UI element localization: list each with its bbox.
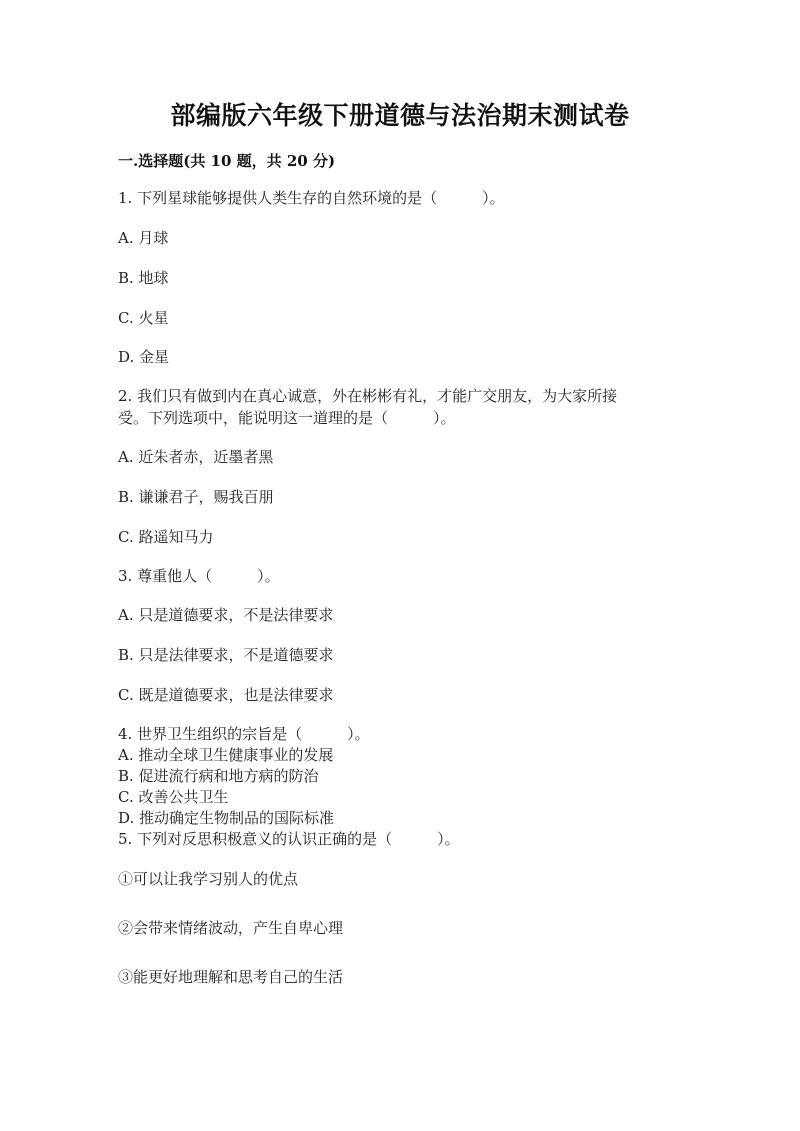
section-heading: 一.选择题(共 10 题，共 20 分) bbox=[118, 152, 336, 170]
question-5-item-3: ③能更好地理解和思考自己的生活 bbox=[118, 968, 344, 986]
question-1-option-a: A. 月球 bbox=[118, 229, 169, 247]
question-5-item-2: ②会带来情绪波动，产生自卑心理 bbox=[118, 919, 344, 937]
question-3-option-a: A. 只是道德要求，不是法律要求 bbox=[118, 606, 334, 624]
question-2-option-b: B. 谦谦君子，赐我百朋 bbox=[118, 488, 274, 506]
question-4-stem: 4. 世界卫生组织的宗旨是（ ）。 bbox=[118, 725, 370, 743]
page-title: 部编版六年级下册道德与法治期末测试卷 bbox=[170, 101, 630, 130]
question-4-option-d: D. 推动确定生物制品的国际标准 bbox=[118, 809, 335, 827]
question-1-option-b: B. 地球 bbox=[118, 269, 169, 287]
question-4-option-b: B. 促进流行病和地方病的防治 bbox=[118, 767, 319, 785]
question-5-stem: 5. 下列对反思积极意义的认识正确的是（ ）。 bbox=[118, 830, 460, 848]
question-4-option-c: C. 改善公共卫生 bbox=[118, 788, 229, 806]
question-4-option-a: A. 推动全球卫生健康事业的发展 bbox=[118, 746, 334, 764]
question-2-option-a: A. 近朱者赤，近墨者黑 bbox=[118, 448, 274, 466]
question-3-option-b: B. 只是法律要求，不是道德要求 bbox=[118, 646, 334, 664]
question-2-option-c: C. 路遥知马力 bbox=[118, 528, 214, 546]
question-2-stem-line1: 2. 我们只有做到内在真心诚意，外在彬彬有礼，才能广交朋友，为大家所接 bbox=[118, 387, 618, 405]
question-3-stem: 3. 尊重他人（ ）。 bbox=[118, 567, 280, 585]
question-3-option-c: C. 既是道德要求，也是法律要求 bbox=[118, 686, 334, 704]
question-5-item-1: ①可以让我学习别人的优点 bbox=[118, 870, 299, 888]
question-1-option-d: D. 金星 bbox=[118, 348, 170, 366]
question-2-stem-line2: 受。下列选项中，能说明这一道理的是（ ）。 bbox=[118, 409, 456, 427]
question-1-stem: 1. 下列星球能够提供人类生存的自然环境的是（ ）。 bbox=[118, 189, 505, 207]
question-1-option-c: C. 火星 bbox=[118, 309, 169, 327]
